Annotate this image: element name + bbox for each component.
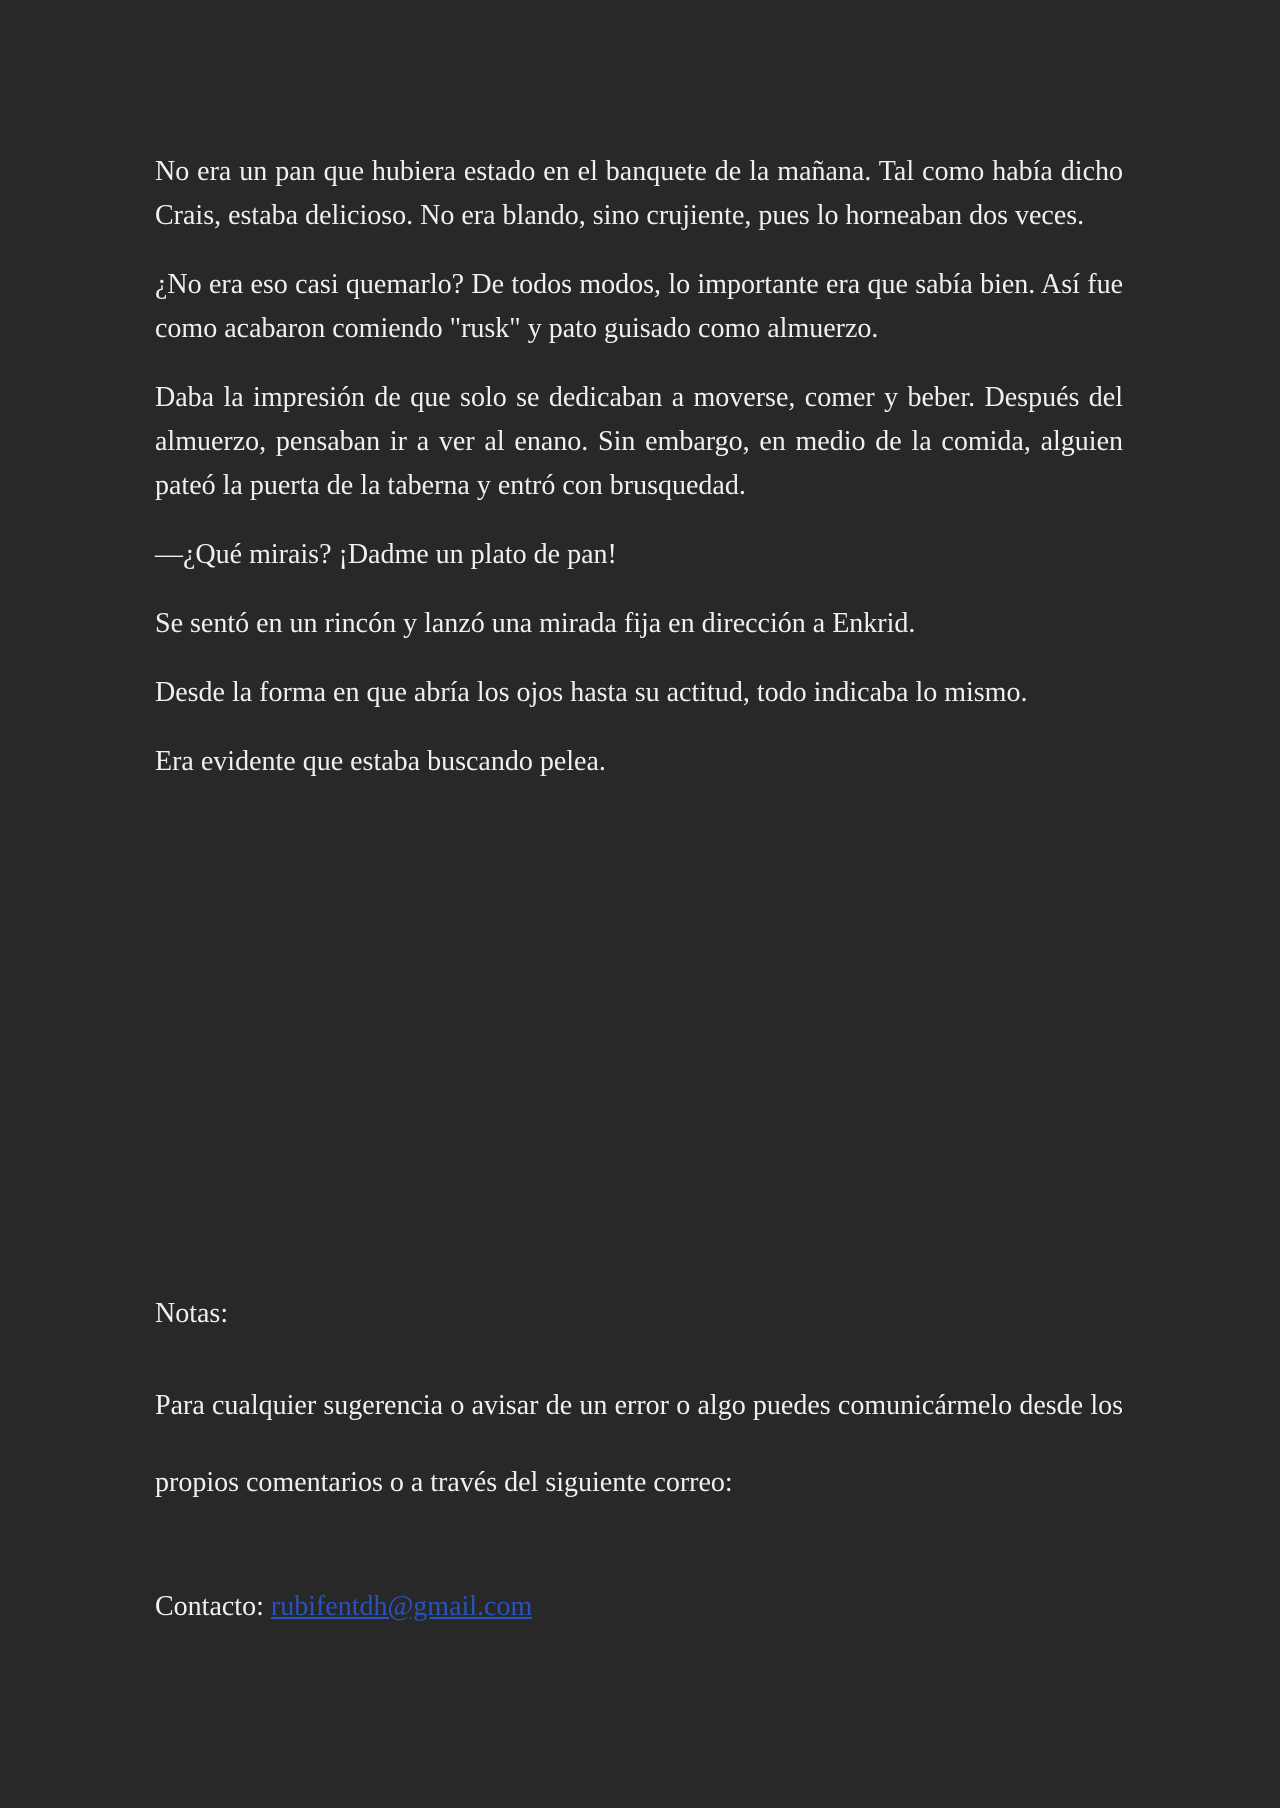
story-paragraph: Era evidente que estaba buscando pelea. <box>155 746 606 777</box>
story-paragraph: No era un pan que hubiera estado en el banquete de la mañana. Tal como había dicho Crais, estaba delicioso. No era blando, sino crujiente, pues lo horneaban dos veces. <box>155 156 1123 231</box>
notes-suggestion: Para cualquier sugerencia o avisar de un error o algo puedes comunicármelo desde los propios comentarios o a través del siguiente correo: <box>155 1390 1123 1498</box>
story-paragraph: Desde la forma en que abría los ojos hasta su actitud, todo indicaba lo mismo. <box>155 677 1028 708</box>
contact-email-link[interactable]: rubifentdh@gmail.com <box>270 1591 533 1622</box>
notes-title: Notas: <box>155 1298 229 1329</box>
notes-section <box>155 1292 1123 1629</box>
story-dialogue: —¿Qué mirais? ¡Dadme un plato de pan! <box>155 539 617 570</box>
contact-line <box>155 1585 1123 1629</box>
story-paragraph: Daba la impresión de que solo se dedicaban a moverse, comer y beber. Después del almuerzo, pensaban ir a ver al enano. Sin embargo, en medio de la comida, alguien pateó la puerta de la taberna y entró con brusquedad. <box>155 382 1123 501</box>
story-paragraph: Se sentó en un rincón y lanzó una mirada fija en dirección a Enkrid. <box>155 608 916 639</box>
contact-label: Contacto: <box>155 1591 271 1622</box>
story-body <box>155 150 1123 784</box>
story-paragraph: ¿No era eso casi quemarlo? De todos modos, lo importante era que sabía bien. Así fue como acabaron comiendo "rusk" y pato guisado como almuerzo. <box>155 269 1123 344</box>
